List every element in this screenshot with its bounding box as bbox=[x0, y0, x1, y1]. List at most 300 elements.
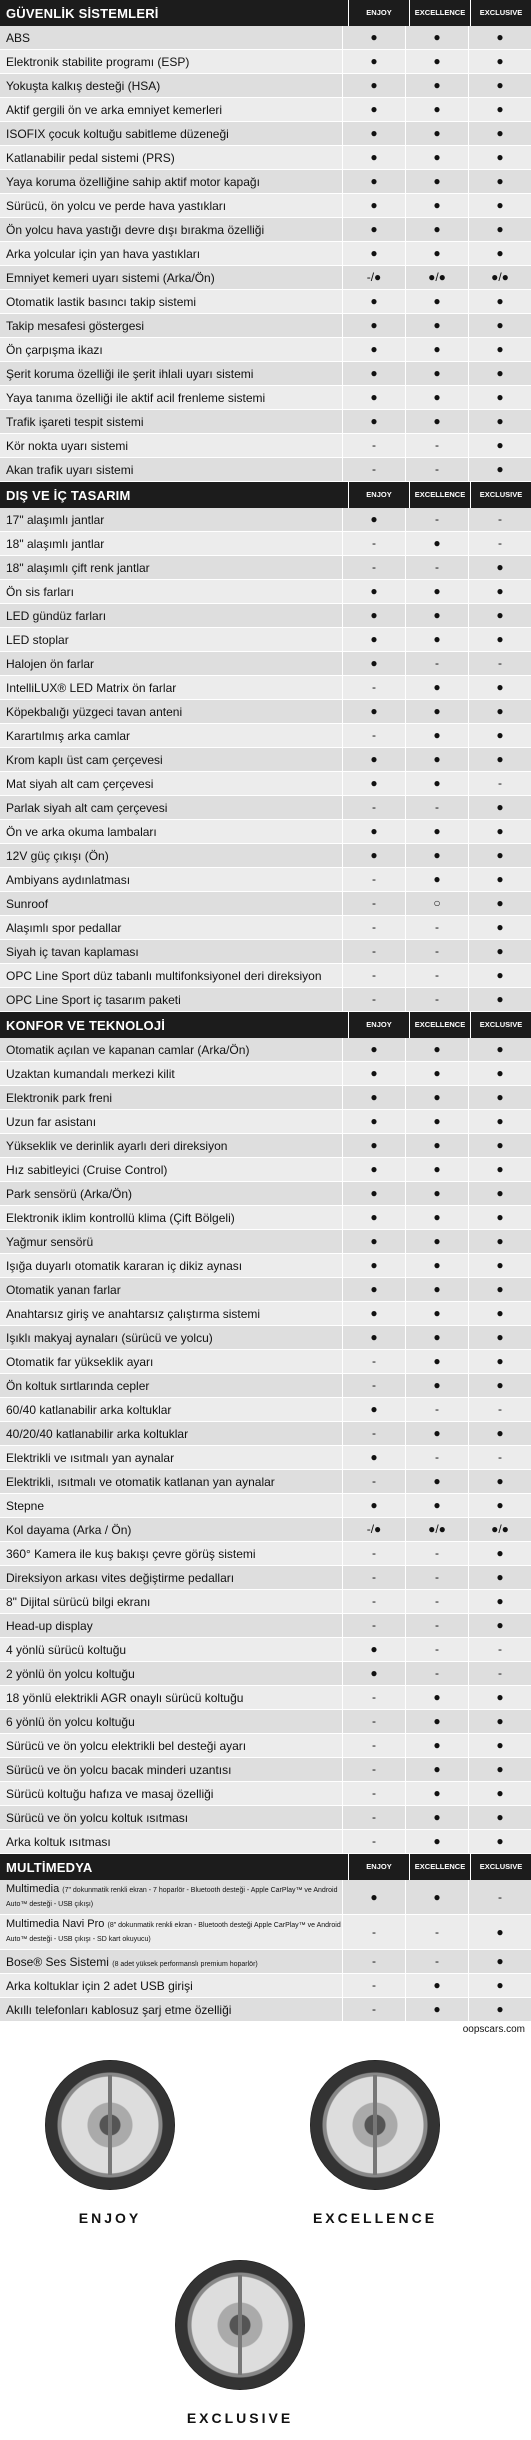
feature-label bbox=[0, 729, 342, 743]
feature-label bbox=[0, 681, 342, 695]
feature-row bbox=[0, 1494, 531, 1518]
feature-row bbox=[0, 724, 531, 748]
feature-label bbox=[0, 1355, 342, 1369]
availability-cell: ● bbox=[405, 748, 468, 771]
availability-cell: ● bbox=[405, 1230, 468, 1253]
feature-label bbox=[0, 825, 342, 839]
availability-cell: - bbox=[468, 1880, 531, 1914]
section-rows bbox=[0, 26, 531, 482]
feature-label bbox=[0, 561, 342, 575]
feature-name: Direksiyon arkası vites değiştirme pedalları bbox=[6, 1570, 235, 1585]
feature-label bbox=[0, 609, 342, 623]
feature-label bbox=[0, 1979, 342, 1993]
availability-cell: ● bbox=[405, 1758, 468, 1781]
availability-cell: - bbox=[405, 1590, 468, 1613]
feature-row bbox=[0, 820, 531, 844]
availability-cell: - bbox=[342, 1710, 405, 1733]
feature-row bbox=[0, 290, 531, 314]
feature-name: Elektrikli, ısıtmalı ve otomatik katlanan yan aynalar bbox=[6, 1474, 275, 1489]
availability-cell: - bbox=[405, 1638, 468, 1661]
availability-cell: ● bbox=[405, 1494, 468, 1517]
feature-row bbox=[0, 50, 531, 74]
availability-cell: ● bbox=[405, 1806, 468, 1829]
feature-name: Alaşımlı spor pedallar bbox=[6, 920, 122, 935]
availability-cell: ● bbox=[405, 1470, 468, 1493]
feature-name: Otomatik açılan ve kapanan camlar (Arka/Ön) bbox=[6, 1042, 250, 1057]
feature-name: 18" alaşımlı jantlar bbox=[6, 536, 105, 551]
availability-cell: ● bbox=[405, 820, 468, 843]
availability-cell: ● bbox=[342, 772, 405, 795]
column-header: EXCELLENCE bbox=[409, 482, 470, 508]
feature-label bbox=[0, 151, 342, 165]
feature-row bbox=[0, 1638, 531, 1662]
feature-label bbox=[0, 1918, 342, 1946]
availability-cell: - bbox=[342, 1830, 405, 1853]
feature-row bbox=[0, 844, 531, 868]
availability-cell: - bbox=[468, 532, 531, 555]
feature-name: Uzun far asistanı bbox=[6, 1114, 97, 1129]
column-header: ENJOY bbox=[348, 1012, 409, 1038]
feature-label bbox=[0, 1283, 342, 1297]
availability-cell: ● bbox=[342, 580, 405, 603]
feature-name: OPC Line Sport iç tasarım paketi bbox=[6, 992, 181, 1007]
feature-label bbox=[0, 1643, 342, 1657]
availability-cell: ● bbox=[405, 1710, 468, 1733]
feature-label bbox=[0, 1571, 342, 1585]
availability-cell: - bbox=[342, 1950, 405, 1973]
feature-row bbox=[0, 1326, 531, 1350]
availability-cell: - bbox=[468, 508, 531, 531]
availability-cell: ● bbox=[468, 748, 531, 771]
availability-cell: ● bbox=[342, 122, 405, 145]
column-header: EXCLUSIVE bbox=[470, 1854, 531, 1880]
section-rows bbox=[0, 1880, 531, 2022]
column-header: ENJOY bbox=[348, 1854, 409, 1880]
availability-cell: - bbox=[342, 724, 405, 747]
availability-cell: ● bbox=[405, 1134, 468, 1157]
feature-name: Yağmur sensörü bbox=[6, 1234, 94, 1249]
availability-cell: ● bbox=[468, 868, 531, 891]
feature-label bbox=[0, 199, 342, 213]
availability-cell: - bbox=[405, 508, 468, 531]
feature-label bbox=[0, 1763, 342, 1777]
availability-cell: - bbox=[342, 1758, 405, 1781]
availability-cell: ● bbox=[468, 1494, 531, 1517]
availability-cell: ○ bbox=[405, 892, 468, 915]
availability-cell: ● bbox=[405, 170, 468, 193]
feature-label bbox=[0, 175, 342, 189]
feature-row bbox=[0, 1278, 531, 1302]
feature-row bbox=[0, 1470, 531, 1494]
feature-row bbox=[0, 1998, 531, 2022]
feature-name: Parlak siyah alt cam çerçevesi bbox=[6, 800, 168, 815]
feature-row bbox=[0, 796, 531, 820]
availability-cell: - bbox=[342, 458, 405, 481]
feature-name: Elektronik stabilite programı (ESP) bbox=[6, 54, 190, 69]
feature-name: Halojen ön farlar bbox=[6, 656, 95, 671]
availability-cell: - bbox=[405, 1662, 468, 1685]
availability-cell: - bbox=[405, 1542, 468, 1565]
availability-cell: ● bbox=[468, 1614, 531, 1637]
feature-label bbox=[0, 1187, 342, 1201]
feature-name: Yaya koruma özelliğine sahip aktif motor kapağı bbox=[6, 174, 260, 189]
section-header bbox=[0, 482, 531, 508]
section-header bbox=[0, 1012, 531, 1038]
feature-row bbox=[0, 604, 531, 628]
availability-cell: ● bbox=[468, 1062, 531, 1085]
availability-cell: - bbox=[342, 1470, 405, 1493]
feature-row bbox=[0, 1230, 531, 1254]
availability-cell: ● bbox=[405, 1326, 468, 1349]
availability-cell: ● bbox=[342, 1062, 405, 1085]
availability-cell: - bbox=[468, 1662, 531, 1685]
availability-cell: ● bbox=[468, 386, 531, 409]
availability-cell: ● bbox=[405, 700, 468, 723]
feature-name: Arka koltuklar için 2 adet USB girişi bbox=[6, 1978, 193, 1993]
feature-name: Ön ve arka okuma lambaları bbox=[6, 824, 157, 839]
feature-name: Emniyet kemeri uyarı sistemi (Arka/Ön) bbox=[6, 270, 215, 285]
availability-cell: ● bbox=[342, 748, 405, 771]
feature-row bbox=[0, 362, 531, 386]
availability-cell: - bbox=[342, 532, 405, 555]
feature-note: (8" dokunmatik renkli ekran - Bluetooth desteği Apple CarPlay™ ve Android Auto™ desteği - USB çıkışı - SD kart okuyucu) bbox=[6, 1922, 341, 1943]
availability-cell: ● bbox=[342, 628, 405, 651]
availability-cell: ● bbox=[468, 98, 531, 121]
availability-cell: ● bbox=[468, 676, 531, 699]
availability-cell: ● bbox=[405, 122, 468, 145]
column-header: EXCELLENCE bbox=[409, 1854, 470, 1880]
feature-label bbox=[0, 1811, 342, 1825]
availability-cell: - bbox=[342, 1974, 405, 1997]
feature-name: Multimedia bbox=[6, 1883, 60, 1895]
feature-name: Işığa duyarlı otomatik kararan iç dikiz aynası bbox=[6, 1258, 243, 1273]
feature-label bbox=[0, 1403, 342, 1417]
wheel-gallery bbox=[0, 2040, 531, 2440]
availability-cell: ● bbox=[468, 1758, 531, 1781]
feature-label bbox=[0, 633, 342, 647]
availability-cell: ● bbox=[342, 1110, 405, 1133]
availability-cell: ● bbox=[405, 1830, 468, 1853]
feature-name: Sunroof bbox=[6, 896, 49, 911]
availability-cell: - bbox=[342, 1998, 405, 2021]
availability-cell: ● bbox=[342, 74, 405, 97]
availability-cell: - bbox=[342, 1614, 405, 1637]
feature-name: Yaya tanıma özelliği ile aktif acil frenleme sistemi bbox=[6, 390, 266, 405]
feature-name: Sürücü, ön yolcu ve perde hava yastıkları bbox=[6, 198, 227, 213]
feature-row bbox=[0, 1518, 531, 1542]
availability-cell: ● bbox=[405, 26, 468, 49]
feature-row bbox=[0, 146, 531, 170]
availability-cell: ● bbox=[342, 410, 405, 433]
availability-cell: ● bbox=[468, 1158, 531, 1181]
availability-cell: ● bbox=[342, 604, 405, 627]
availability-cell: ● bbox=[468, 1590, 531, 1613]
feature-row bbox=[0, 170, 531, 194]
feature-name: LED stoplar bbox=[6, 632, 69, 647]
availability-cell: ● bbox=[468, 1302, 531, 1325]
feature-label bbox=[0, 127, 342, 141]
feature-name: Köpekbalığı yüzgeci tavan anteni bbox=[6, 704, 183, 719]
feature-row bbox=[0, 1974, 531, 1998]
feature-label bbox=[0, 1235, 342, 1249]
feature-row bbox=[0, 1710, 531, 1734]
availability-cell: ● bbox=[405, 410, 468, 433]
feature-name: LED gündüz farları bbox=[6, 608, 107, 623]
feature-label bbox=[0, 537, 342, 551]
feature-row bbox=[0, 1374, 531, 1398]
feature-name: Park sensörü (Arka/Ön) bbox=[6, 1186, 133, 1201]
feature-name: Ön sis farları bbox=[6, 584, 75, 599]
availability-cell: ● bbox=[342, 1880, 405, 1914]
availability-cell: ● bbox=[405, 338, 468, 361]
feature-name: Uzaktan kumandalı merkezi kilit bbox=[6, 1066, 175, 1081]
feature-row bbox=[0, 1830, 531, 1854]
availability-cell: ● bbox=[468, 1230, 531, 1253]
feature-row bbox=[0, 266, 531, 290]
availability-cell: - bbox=[405, 556, 468, 579]
availability-cell: - bbox=[342, 988, 405, 1011]
feature-name: ABS bbox=[6, 30, 31, 45]
availability-cell: ● bbox=[405, 98, 468, 121]
feature-row bbox=[0, 1062, 531, 1086]
feature-row bbox=[0, 748, 531, 772]
feature-row bbox=[0, 98, 531, 122]
feature-name: Hız sabitleyici (Cruise Control) bbox=[6, 1162, 168, 1177]
availability-cell: ● bbox=[405, 1686, 468, 1709]
feature-name: Otomatik far yükseklik ayarı bbox=[6, 1354, 154, 1369]
feature-label bbox=[0, 1331, 342, 1345]
availability-cell: ● bbox=[468, 1915, 531, 1949]
feature-row bbox=[0, 1542, 531, 1566]
feature-name: Takip mesafesi göstergesi bbox=[6, 318, 145, 333]
availability-cell: ● bbox=[468, 916, 531, 939]
feature-name: Işıklı makyaj aynaları (sürücü ve yolcu) bbox=[6, 1330, 213, 1345]
availability-cell: ● bbox=[342, 170, 405, 193]
feature-label bbox=[0, 993, 342, 1007]
feature-label bbox=[0, 1691, 342, 1705]
availability-cell: ● bbox=[342, 362, 405, 385]
availability-cell: ● bbox=[468, 820, 531, 843]
feature-row bbox=[0, 1758, 531, 1782]
feature-name: Krom kaplı üst cam çerçevesi bbox=[6, 752, 163, 767]
feature-name: 6 yönlü ön yolcu koltuğu bbox=[6, 1714, 135, 1729]
feature-label bbox=[0, 513, 342, 527]
feature-label bbox=[0, 585, 342, 599]
feature-name: Siyah iç tavan kaplaması bbox=[6, 944, 139, 959]
availability-cell: ● bbox=[468, 170, 531, 193]
availability-cell: ● bbox=[468, 1086, 531, 1109]
availability-cell: - bbox=[405, 988, 468, 1011]
availability-cell: ● bbox=[405, 218, 468, 241]
availability-cell: - bbox=[405, 458, 468, 481]
feature-name: Yükseklik ve derinlik ayarlı deri direksiyon bbox=[6, 1138, 228, 1153]
availability-cell: - bbox=[342, 1422, 405, 1445]
availability-cell: ● bbox=[342, 1662, 405, 1685]
availability-cell: ● bbox=[342, 1326, 405, 1349]
availability-cell: ● bbox=[468, 1974, 531, 1997]
availability-cell: ● bbox=[468, 964, 531, 987]
availability-cell: ● bbox=[405, 1038, 468, 1061]
feature-row bbox=[0, 1782, 531, 1806]
availability-cell: ● bbox=[342, 1086, 405, 1109]
feature-row bbox=[0, 1662, 531, 1686]
availability-cell: ● bbox=[468, 410, 531, 433]
wheel-label-enjoy: ENJOY bbox=[78, 2210, 142, 2226]
availability-cell: ● bbox=[405, 1254, 468, 1277]
feature-row bbox=[0, 194, 531, 218]
feature-row bbox=[0, 386, 531, 410]
availability-cell: ● bbox=[405, 290, 468, 313]
feature-name: Arka yolcular için yan hava yastıkları bbox=[6, 246, 201, 261]
availability-cell: ● bbox=[405, 1350, 468, 1373]
feature-name: Stepne bbox=[6, 1498, 45, 1513]
feature-name: Akıllı telefonları kablosuz şarj etme özelliği bbox=[6, 2002, 232, 2017]
feature-name: OPC Line Sport düz tabanlı multifonksiyonel deri direksiyon bbox=[6, 968, 322, 983]
feature-label bbox=[0, 31, 342, 45]
feature-name: Sürücü ve ön yolcu koltuk ısıtması bbox=[6, 1810, 189, 1825]
availability-cell: ● bbox=[468, 844, 531, 867]
availability-cell: ● bbox=[468, 1254, 531, 1277]
availability-cell: - bbox=[342, 1566, 405, 1589]
column-header: EXCELLENCE bbox=[409, 0, 470, 26]
feature-label bbox=[0, 1667, 342, 1681]
feature-row bbox=[0, 868, 531, 892]
feature-row bbox=[0, 772, 531, 796]
feature-row bbox=[0, 1086, 531, 1110]
availability-cell: - bbox=[342, 1374, 405, 1397]
feature-row bbox=[0, 1398, 531, 1422]
availability-cell: ● bbox=[405, 1374, 468, 1397]
availability-cell: ● bbox=[342, 218, 405, 241]
availability-cell: ● bbox=[342, 1134, 405, 1157]
feature-name: 60/40 katlanabilir arka koltuklar bbox=[6, 1402, 172, 1417]
availability-cell: ● bbox=[405, 580, 468, 603]
availability-cell: ● bbox=[342, 1278, 405, 1301]
availability-cell: ● bbox=[468, 1542, 531, 1565]
availability-cell: ● bbox=[468, 1134, 531, 1157]
feature-name: Ön çarpışma ikazı bbox=[6, 342, 103, 357]
availability-cell: ● bbox=[342, 50, 405, 73]
availability-cell: ● bbox=[405, 1062, 468, 1085]
availability-cell: - bbox=[468, 772, 531, 795]
availability-cell: ● bbox=[468, 314, 531, 337]
feature-name: Ön yolcu hava yastığı devre dışı bırakma özelliği bbox=[6, 222, 265, 237]
feature-name: Sürücü ve ön yolcu bacak minderi uzantısı bbox=[6, 1762, 232, 1777]
availability-cell: - bbox=[342, 916, 405, 939]
feature-label bbox=[0, 897, 342, 911]
feature-row bbox=[0, 1566, 531, 1590]
availability-cell: ● bbox=[342, 1038, 405, 1061]
feature-row bbox=[0, 652, 531, 676]
feature-label bbox=[0, 1379, 342, 1393]
availability-cell: ● bbox=[468, 1470, 531, 1493]
feature-row bbox=[0, 1446, 531, 1470]
availability-cell: -/● bbox=[342, 1518, 405, 1541]
feature-row bbox=[0, 964, 531, 988]
section-rows bbox=[0, 508, 531, 1012]
feature-name: Şerit koruma özelliği ile şerit ihlali uyarı sistemi bbox=[6, 366, 254, 381]
feature-label bbox=[0, 223, 342, 237]
feature-name: 2 yönlü ön yolcu koltuğu bbox=[6, 1666, 135, 1681]
feature-name: 18" alaşımlı çift renk jantlar bbox=[6, 560, 150, 575]
availability-cell: ● bbox=[468, 146, 531, 169]
feature-label bbox=[0, 103, 342, 117]
feature-row bbox=[0, 410, 531, 434]
feature-name: Otomatik yanan farlar bbox=[6, 1282, 121, 1297]
feature-name: Arka koltuk ısıtması bbox=[6, 1834, 111, 1849]
availability-cell: - bbox=[342, 1542, 405, 1565]
availability-cell: - bbox=[342, 868, 405, 891]
availability-cell: ● bbox=[468, 1350, 531, 1373]
availability-cell: ● bbox=[342, 338, 405, 361]
availability-cell: ● bbox=[405, 1734, 468, 1757]
feature-name: Elektronik park freni bbox=[6, 1090, 113, 1105]
feature-row bbox=[0, 1182, 531, 1206]
availability-cell: - bbox=[405, 1566, 468, 1589]
availability-cell: - bbox=[405, 1950, 468, 1973]
availability-cell: ● bbox=[468, 74, 531, 97]
feature-label bbox=[0, 1427, 342, 1441]
feature-name: Ön koltuk sırtlarında cepler bbox=[6, 1378, 150, 1393]
availability-cell: - bbox=[405, 916, 468, 939]
availability-cell: - bbox=[342, 1806, 405, 1829]
availability-cell: ● bbox=[468, 796, 531, 819]
feature-name: Sürücü koltuğu hafıza ve masaj özelliği bbox=[6, 1786, 214, 1801]
section-rows bbox=[0, 1038, 531, 1854]
availability-cell: - bbox=[342, 1734, 405, 1757]
availability-cell: ● bbox=[468, 1038, 531, 1061]
credit-text: oopscars.com bbox=[462, 2024, 525, 2035]
feature-row bbox=[0, 74, 531, 98]
feature-name: Katlanabilir pedal sistemi (PRS) bbox=[6, 150, 175, 165]
section-title: MULTİMEDYA bbox=[6, 1859, 93, 1875]
availability-cell: ● bbox=[468, 628, 531, 651]
availability-cell: ● bbox=[468, 556, 531, 579]
availability-cell: - bbox=[405, 796, 468, 819]
availability-cell: ●/● bbox=[468, 1518, 531, 1541]
availability-cell: ● bbox=[405, 1880, 468, 1914]
availability-cell: - bbox=[342, 556, 405, 579]
availability-cell: ●/● bbox=[405, 1518, 468, 1541]
feature-name: IntelliLUX® LED Matrix ön farlar bbox=[6, 680, 177, 695]
feature-row bbox=[0, 580, 531, 604]
wheel-label-exclusive: EXCLUSIVE bbox=[186, 2410, 294, 2426]
availability-cell: ● bbox=[468, 1374, 531, 1397]
feature-label bbox=[0, 415, 342, 429]
feature-name: Mat siyah alt cam çerçevesi bbox=[6, 776, 154, 791]
feature-name: Sürücü ve ön yolcu elektrikli bel desteği ayarı bbox=[6, 1738, 247, 1753]
availability-cell: ● bbox=[405, 532, 468, 555]
availability-cell: - bbox=[342, 1350, 405, 1373]
column-header: EXCLUSIVE bbox=[470, 482, 531, 508]
availability-cell: ● bbox=[468, 1998, 531, 2021]
availability-cell: ● bbox=[468, 338, 531, 361]
feature-row bbox=[0, 1915, 531, 1950]
availability-cell: ● bbox=[342, 508, 405, 531]
feature-row bbox=[0, 916, 531, 940]
feature-row bbox=[0, 1686, 531, 1710]
availability-cell: ● bbox=[342, 26, 405, 49]
availability-cell: ● bbox=[405, 194, 468, 217]
feature-row bbox=[0, 338, 531, 362]
feature-row bbox=[0, 892, 531, 916]
feature-row bbox=[0, 1590, 531, 1614]
feature-row bbox=[0, 1950, 531, 1974]
availability-cell: ● bbox=[468, 194, 531, 217]
availability-cell: ● bbox=[405, 1206, 468, 1229]
availability-cell: - bbox=[342, 1686, 405, 1709]
feature-label bbox=[0, 801, 342, 815]
